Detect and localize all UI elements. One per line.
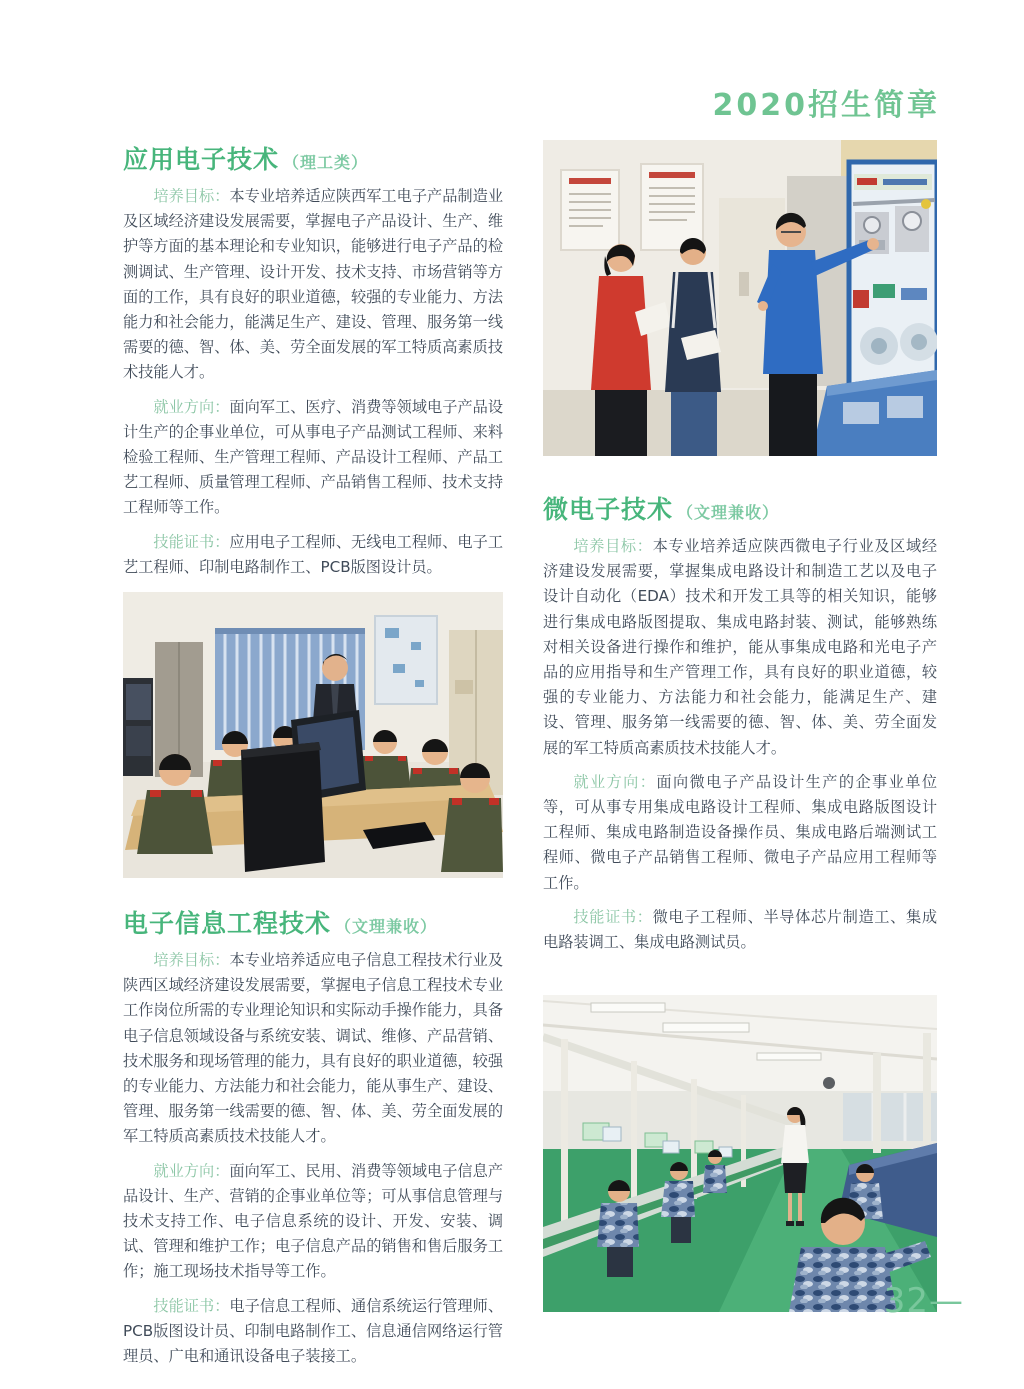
paragraph-text: 本专业培养适应陕西军工电子产品制造业及区域经济建设发展需要，掌握电子产品设计、生产、维护等方面的基本理论和专业知识，能够进行电子产品的检测调试、生产管理、设计开发、技术支持、市场营销等方面的工作，具有良好的职业道德，较强的专业能力、方法能力和社会能力，能满足生产、建设、管理、服务第一线需要的德、智、体、美、劳全面发展的军工特质高素质技术技能人才。 — [123, 187, 504, 382]
page-header-title: 2020招生简章 — [712, 88, 940, 123]
paragraph-label: 就业方向： — [153, 1161, 230, 1180]
paragraph-skill-certificates — [123, 530, 503, 580]
paragraph-text: 本专业培养适应电子信息工程技术行业及陕西区域经济建设发展需要，掌握电子信息工程技术专业工作岗位所需的专业理论知识和实际动手操作能力，具备电子信息领域设备与系统安装、调试、维修、产品营销、技术服务和现场管理的能力，具有良好的职业道德，较强的专业能力、方法能力和社会能力，能从事生产、建设、管理、服务第一线需要的德、智、体、美、劳全面发展的军工特质高素质技术技能人才。 — [123, 951, 504, 1146]
section-title: 电子信息工程技术 — [123, 909, 332, 939]
paragraph-skill-certificates — [123, 1294, 503, 1370]
page-number: 32— — [883, 1281, 964, 1321]
paragraph-text: 面向微电子产品设计生产的企事业单位等，可从事专用集成电路设计工程师、集成电路版图设计工程师、集成电路制造设备操作员、集成电路后端测试工程师、微电子产品销售工程师、微电子产品应用工程师等工作。 — [543, 772, 938, 892]
photo-assembly-workshop — [543, 995, 937, 1312]
paragraph-label: 就业方向： — [153, 397, 230, 416]
paragraph-text: 应用电子工程师、无线电工程师、电子工艺工程师、印制电路制作工、PCB版图设计员。 — [123, 532, 504, 576]
section-subtitle: （文理兼收） — [677, 503, 780, 522]
paragraph-label: 就业方向： — [573, 772, 657, 791]
photo-military-computer-classroom — [123, 592, 503, 878]
paragraph-label: 培养目标： — [153, 951, 230, 970]
paragraph-career-direction — [123, 1159, 503, 1285]
paragraph-training-goal — [123, 948, 503, 1150]
paragraph-text: 面向军工、医疗、消费等领域电子产品设计生产的企事业单位，可从事电子产品测试工程师、来料检验工程师、生产管理工程师、产品设计工程师、产品工艺工程师、质量管理工程师、产品销售工程师、技术支持工程师等工作。 — [123, 397, 504, 517]
paragraph-career-direction — [543, 770, 937, 896]
pc-tower — [241, 742, 325, 872]
paragraph-text: 电子信息工程师、通信系统运行管理师、PCB版图设计员、印制电路制作工、信息通信网络运行管理员、广电和通讯设备电子装接工。 — [123, 1296, 504, 1366]
paragraph-label: 培养目标： — [153, 187, 230, 205]
left-column — [123, 140, 503, 1378]
section-subtitle: （理工类） — [283, 153, 369, 172]
paragraph-text: 本专业培养适应陕西微电子行业及区域经济建设发展需要，掌握集成电路设计和制造工艺以及电子设计自动化（EDA）技术和开发工具等的相关知识，能够进行集成电路版图提取、集成电路封装、测试，能够熟练对相关设备进行操作和维护，能从事集成电路和光电子产品的应用指导和生产管理工作，具有良好的职业道德，较强的专业能力、方法能力和社会能力，能满足生产、建设、管理、服务第一线需要的德、智、体、美、劳全面发展的军工特质高素质技术技能人才。 — [543, 537, 938, 757]
section-title: 应用电子技术 — [123, 145, 280, 174]
paragraph-text: 微电子工程师、半导体芯片制造工、集成电路装调工、集成电路测试员。 — [543, 907, 938, 952]
photo-electronics-lab-demonstration — [543, 140, 937, 456]
left-monitor-rack — [123, 678, 153, 776]
gas-meter-training-panel — [849, 162, 937, 398]
section-header-microelectronics — [543, 490, 937, 526]
paragraph-career-direction — [123, 395, 503, 521]
section-header-applied-electronics — [123, 140, 503, 176]
paragraph-training-goal — [123, 184, 503, 386]
paragraph-label: 技能证书： — [153, 1296, 230, 1315]
paragraph-label: 技能证书： — [153, 532, 230, 551]
section-header-electronic-info-engineering — [123, 904, 503, 940]
paragraph-label: 培养目标： — [573, 537, 653, 555]
right-column — [543, 140, 937, 1312]
paragraph-skill-certificates — [543, 905, 937, 955]
paragraph-label: 技能证书： — [573, 907, 653, 926]
windows — [843, 1093, 937, 1141]
section-subtitle: （文理兼收） — [335, 917, 438, 937]
paragraph-training-goal — [543, 534, 937, 761]
wall-poster-right — [641, 164, 703, 250]
paragraph-text: 面向军工、民用、消费等领域电子信息产品设计、生产、营销的企事业单位等；可从事信息管理与技术支持工作、电子信息系统的设计、开发、安装、调试、管理和维护工作；电子信息产品的销售和售后服务工作；施工现场技术指导等工作。 — [123, 1161, 504, 1281]
wall-poster-left — [561, 170, 619, 250]
wall-map-poster — [375, 616, 437, 704]
section-title: 微电子技术 — [543, 495, 674, 524]
